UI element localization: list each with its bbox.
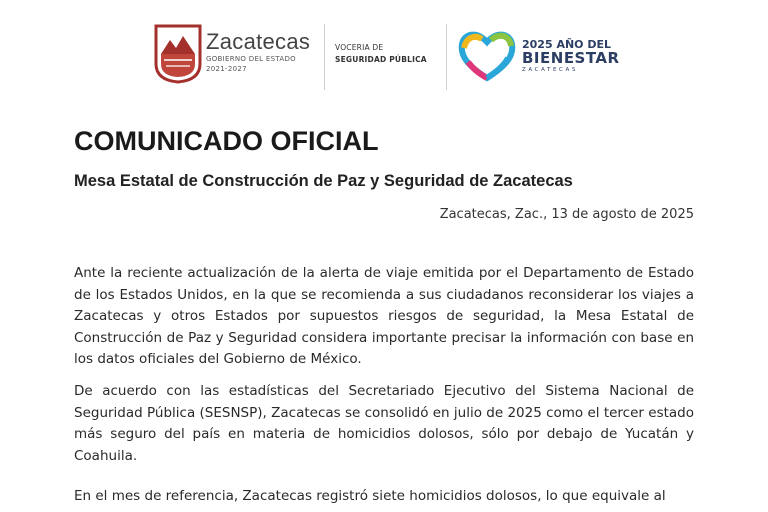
bienestar-wordmark [522, 38, 620, 74]
vocero-line-1: VOCERIA DE [335, 43, 384, 52]
gov-subtitle: GOBIERNO DEL ESTADO [206, 55, 296, 63]
paragraph: En el mes de referencia, Zacatecas registró siete homicidios dolosos, lo que equivale al [74, 488, 666, 504]
gov-name: Zacatecas [206, 29, 311, 54]
document-title: COMUNICADO OFICIAL [74, 126, 379, 156]
paragraph: Ante la reciente actualización de la alerta de viaje emitida por el Departamento de Estado de los Estados Unidos, en la que se recomienda a sus ciudadanos reconsiderar los viajes a Zacatecas y otros Estados por supuestos riesgos de seguridad, la Mesa Estatal de Construcción de Paz y Seguridad considera importante precisar la información con base en los datos oficiales del Gobierno de México. [74, 265, 694, 367]
letterhead [150, 20, 620, 90]
bienestar-year-line: 2025 AÑO DEL [522, 38, 611, 51]
bienestar-heart-logo [458, 28, 516, 82]
header-divider [324, 24, 325, 90]
date-line: Zacatecas, Zac., 13 de agosto de 2025 [439, 207, 694, 222]
gov-text-block [206, 30, 310, 74]
bienestar-main-word: BIENESTAR [522, 49, 620, 67]
vocero-line-2: SEGURIDAD PÚBLICA [335, 55, 427, 64]
gov-years: 2021-2027 [206, 65, 247, 73]
vocero-block [335, 42, 427, 66]
document-subtitle: Mesa Estatal de Construcción de Paz y Seguridad de Zacatecas [74, 172, 573, 190]
bienestar-state-line: ZACATECAS [522, 67, 578, 73]
header-divider [446, 24, 447, 90]
zacatecas-shield-logo [152, 24, 204, 84]
paragraph: De acuerdo con las estadísticas del Secretariado Ejecutivo del Sistema Nacional de Seguridad Pública (SESNSP), Zacatecas se consolidó en julio de 2025 como el tercer estado más seguro del país en materia de homicidios dolosos, sólo por debajo de Yucatán y Coahuila. [74, 383, 694, 464]
